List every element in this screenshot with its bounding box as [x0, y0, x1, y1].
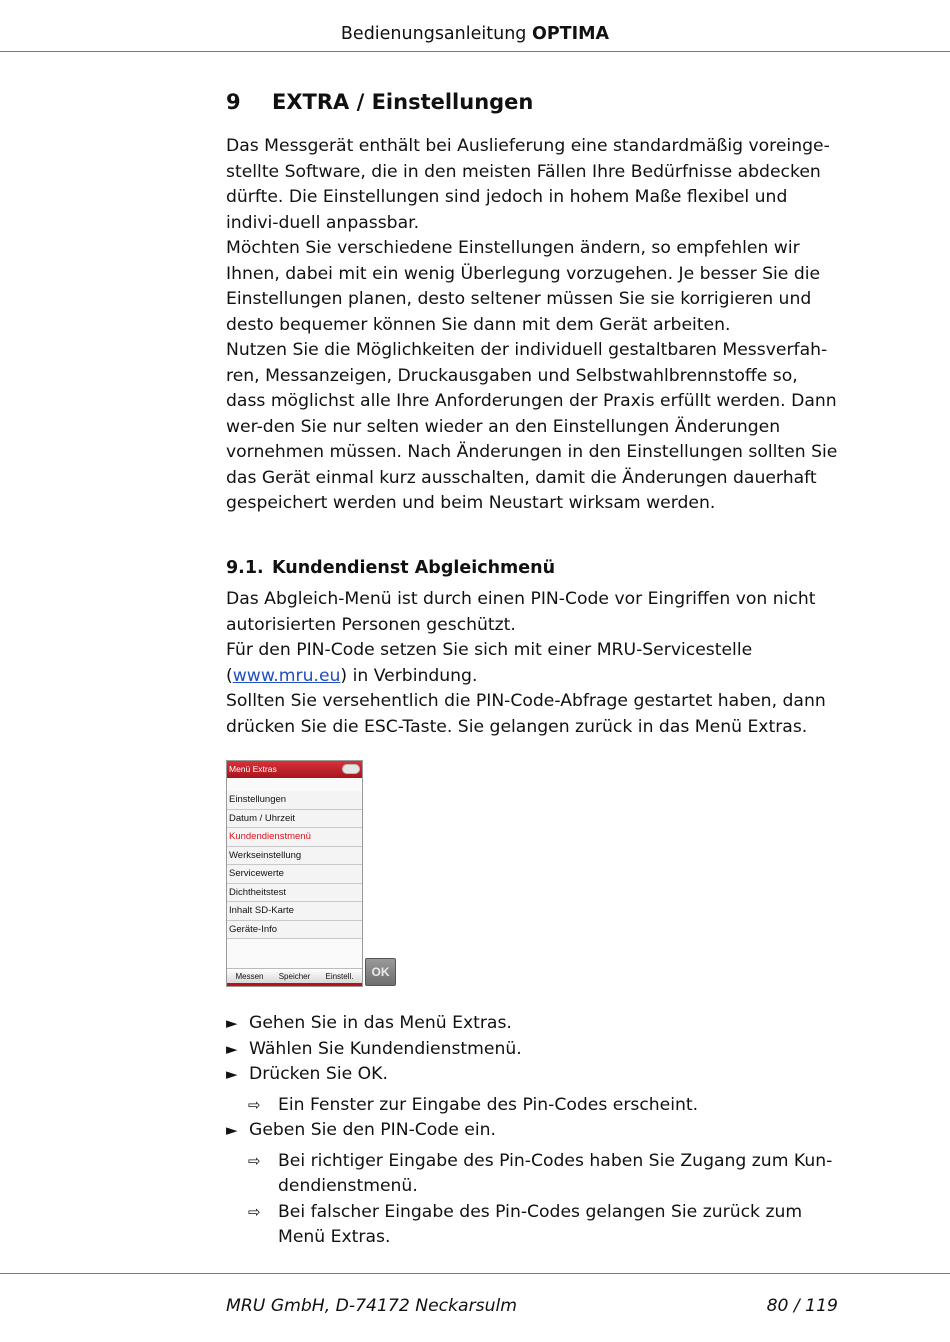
device-title-bar: [227, 761, 362, 778]
mru-link[interactable]: www.mru.eu: [232, 665, 341, 686]
paragraph: Das Abgleich-Menü ist durch einen PIN-Code vor Eingriffen von nicht autorisierten Personen geschützt.: [226, 589, 816, 635]
result-item: [226, 1200, 838, 1251]
subsection-number: 9.1.: [226, 558, 264, 578]
step-text: Wählen Sie Kundendienstmenü.: [249, 1038, 522, 1059]
result-item: [226, 1093, 838, 1119]
subsection-body: [226, 587, 838, 740]
step-item: [226, 1062, 838, 1088]
result-text: Bei falscher Eingabe des Pin-Codes gelangen Sie zurück zum Menü Extras.: [278, 1201, 803, 1247]
section-heading: [226, 90, 533, 114]
paragraph: Das Messgerät enthält bei Auslieferung eine standardmäßig voreinge-stellte Software, die in den meisten Fällen Ihre Bedürfnisse abdecken dürfte. Die Einstellungen sind jedoch in hohem Maße flexibel und indivi-duell anpassbar.: [226, 136, 830, 233]
footer-company: MRU GmbH, D-74172 Neckarsulm: [226, 1296, 518, 1316]
device-menu-item[interactable]: Servicewerte: [227, 865, 362, 884]
paragraph: Nutzen Sie die Möglichkeiten der individuell gestaltbaren Messverfah-ren, Messanzeigen, Druckausgaben und Selbstwahlbrennstoffe so, dass möglichst alle Ihre Anforderungen der Praxis erfüllt werden. Dann wer-den Sie nur selten wieder an den Einstellungen Änderungen vornehmen müssen. Nach Änderungen in den Einstellungen sollten Sie das Gerät einmal kurz ausschalten, damit die Änderungen dauerhaft gespeichert werden und beim Neustart wirksam werden.: [226, 340, 838, 513]
ok-button[interactable]: OK: [365, 958, 396, 986]
step-item: [226, 1037, 838, 1063]
device-menu-item[interactable]: Dichtheitstest: [227, 884, 362, 903]
arrow-icon: ⇨: [248, 1095, 261, 1114]
device-menu-item[interactable]: Einstellungen: [227, 791, 362, 810]
section-number: 9: [226, 90, 241, 114]
step-text: Geben Sie den PIN-Code ein.: [249, 1120, 496, 1140]
device-softkey-bar: [227, 968, 362, 986]
result-text: Bei richtiger Eingabe des Pin-Codes haben Sie Zugang zum Kun-dendienstmenü.: [278, 1150, 833, 1196]
subsection-heading: [226, 558, 555, 578]
device-menu-item-selected[interactable]: Kundendienstmenü: [227, 828, 362, 847]
header-prefix: Bedienungsanleitung: [340, 24, 527, 44]
header-product: OPTIMA: [531, 24, 610, 44]
instruction-steps: [226, 1011, 838, 1251]
step-text: Drücken Sie OK.: [249, 1064, 388, 1084]
result-item: [226, 1149, 838, 1200]
device-menu-list: [227, 791, 362, 939]
paragraph: Sollten Sie versehentlich die PIN-Code-Abfrage gestartet haben, dann drücken Sie die ESC-Taste. Sie gelangen zurück in das Menü Extras.: [226, 691, 826, 737]
subsection-title: Kundendienst Abgleichmenü: [272, 558, 556, 578]
device-menu-item[interactable]: Geräte-Info: [227, 921, 362, 940]
device-menu-item[interactable]: Inhalt SD-Karte: [227, 902, 362, 921]
bullet-icon: ►: [226, 1039, 238, 1058]
paragraph: Möchten Sie verschiedene Einstellungen ändern, so empfehlen wir Ihnen, dabei mit ein wenig Überlegung vorzugehen. Je besser Sie die Einstellungen planen, desto seltener müssen Sie sie korrigieren und desto bequemer können Sie dann mit dem Gerät arbeiten.: [226, 238, 821, 335]
softkey-einstell[interactable]: Einstell.: [325, 972, 354, 981]
arrow-icon: ⇨: [248, 1202, 261, 1221]
battery-icon: [342, 764, 360, 774]
header-rule: [0, 51, 950, 52]
step-text: Gehen Sie in das Menü Extras.: [249, 1013, 512, 1033]
device-screen: [226, 760, 363, 987]
paragraph-text: Für den PIN-Code setzen Sie sich mit einer MRU-Servicestelle (: [226, 640, 753, 686]
device-menu-item[interactable]: Werkseinstellung: [227, 847, 362, 866]
bullet-icon: ►: [226, 1121, 238, 1139]
device-menu-item[interactable]: Datum / Uhrzeit: [227, 810, 362, 829]
softkey-messen[interactable]: Messen: [235, 972, 264, 981]
paragraph: [226, 638, 838, 689]
section-body: [226, 134, 838, 517]
step-item: [226, 1118, 838, 1144]
bullet-icon: ►: [226, 1014, 238, 1032]
step-item: [226, 1011, 838, 1037]
result-text: Ein Fenster zur Eingabe des Pin-Codes erscheint.: [278, 1094, 699, 1115]
arrow-icon: ⇨: [248, 1151, 261, 1170]
paragraph-text: ) in Verbindung.: [340, 665, 478, 686]
footer-rule: [0, 1273, 950, 1274]
page-number: 80 / 119: [766, 1296, 838, 1316]
softkey-speicher[interactable]: Speicher: [278, 972, 311, 981]
section-title: EXTRA / Einstellungen: [272, 90, 534, 114]
page-header: [0, 24, 950, 44]
device-title: Menü Extras: [229, 764, 277, 774]
bullet-icon: ►: [226, 1065, 238, 1083]
